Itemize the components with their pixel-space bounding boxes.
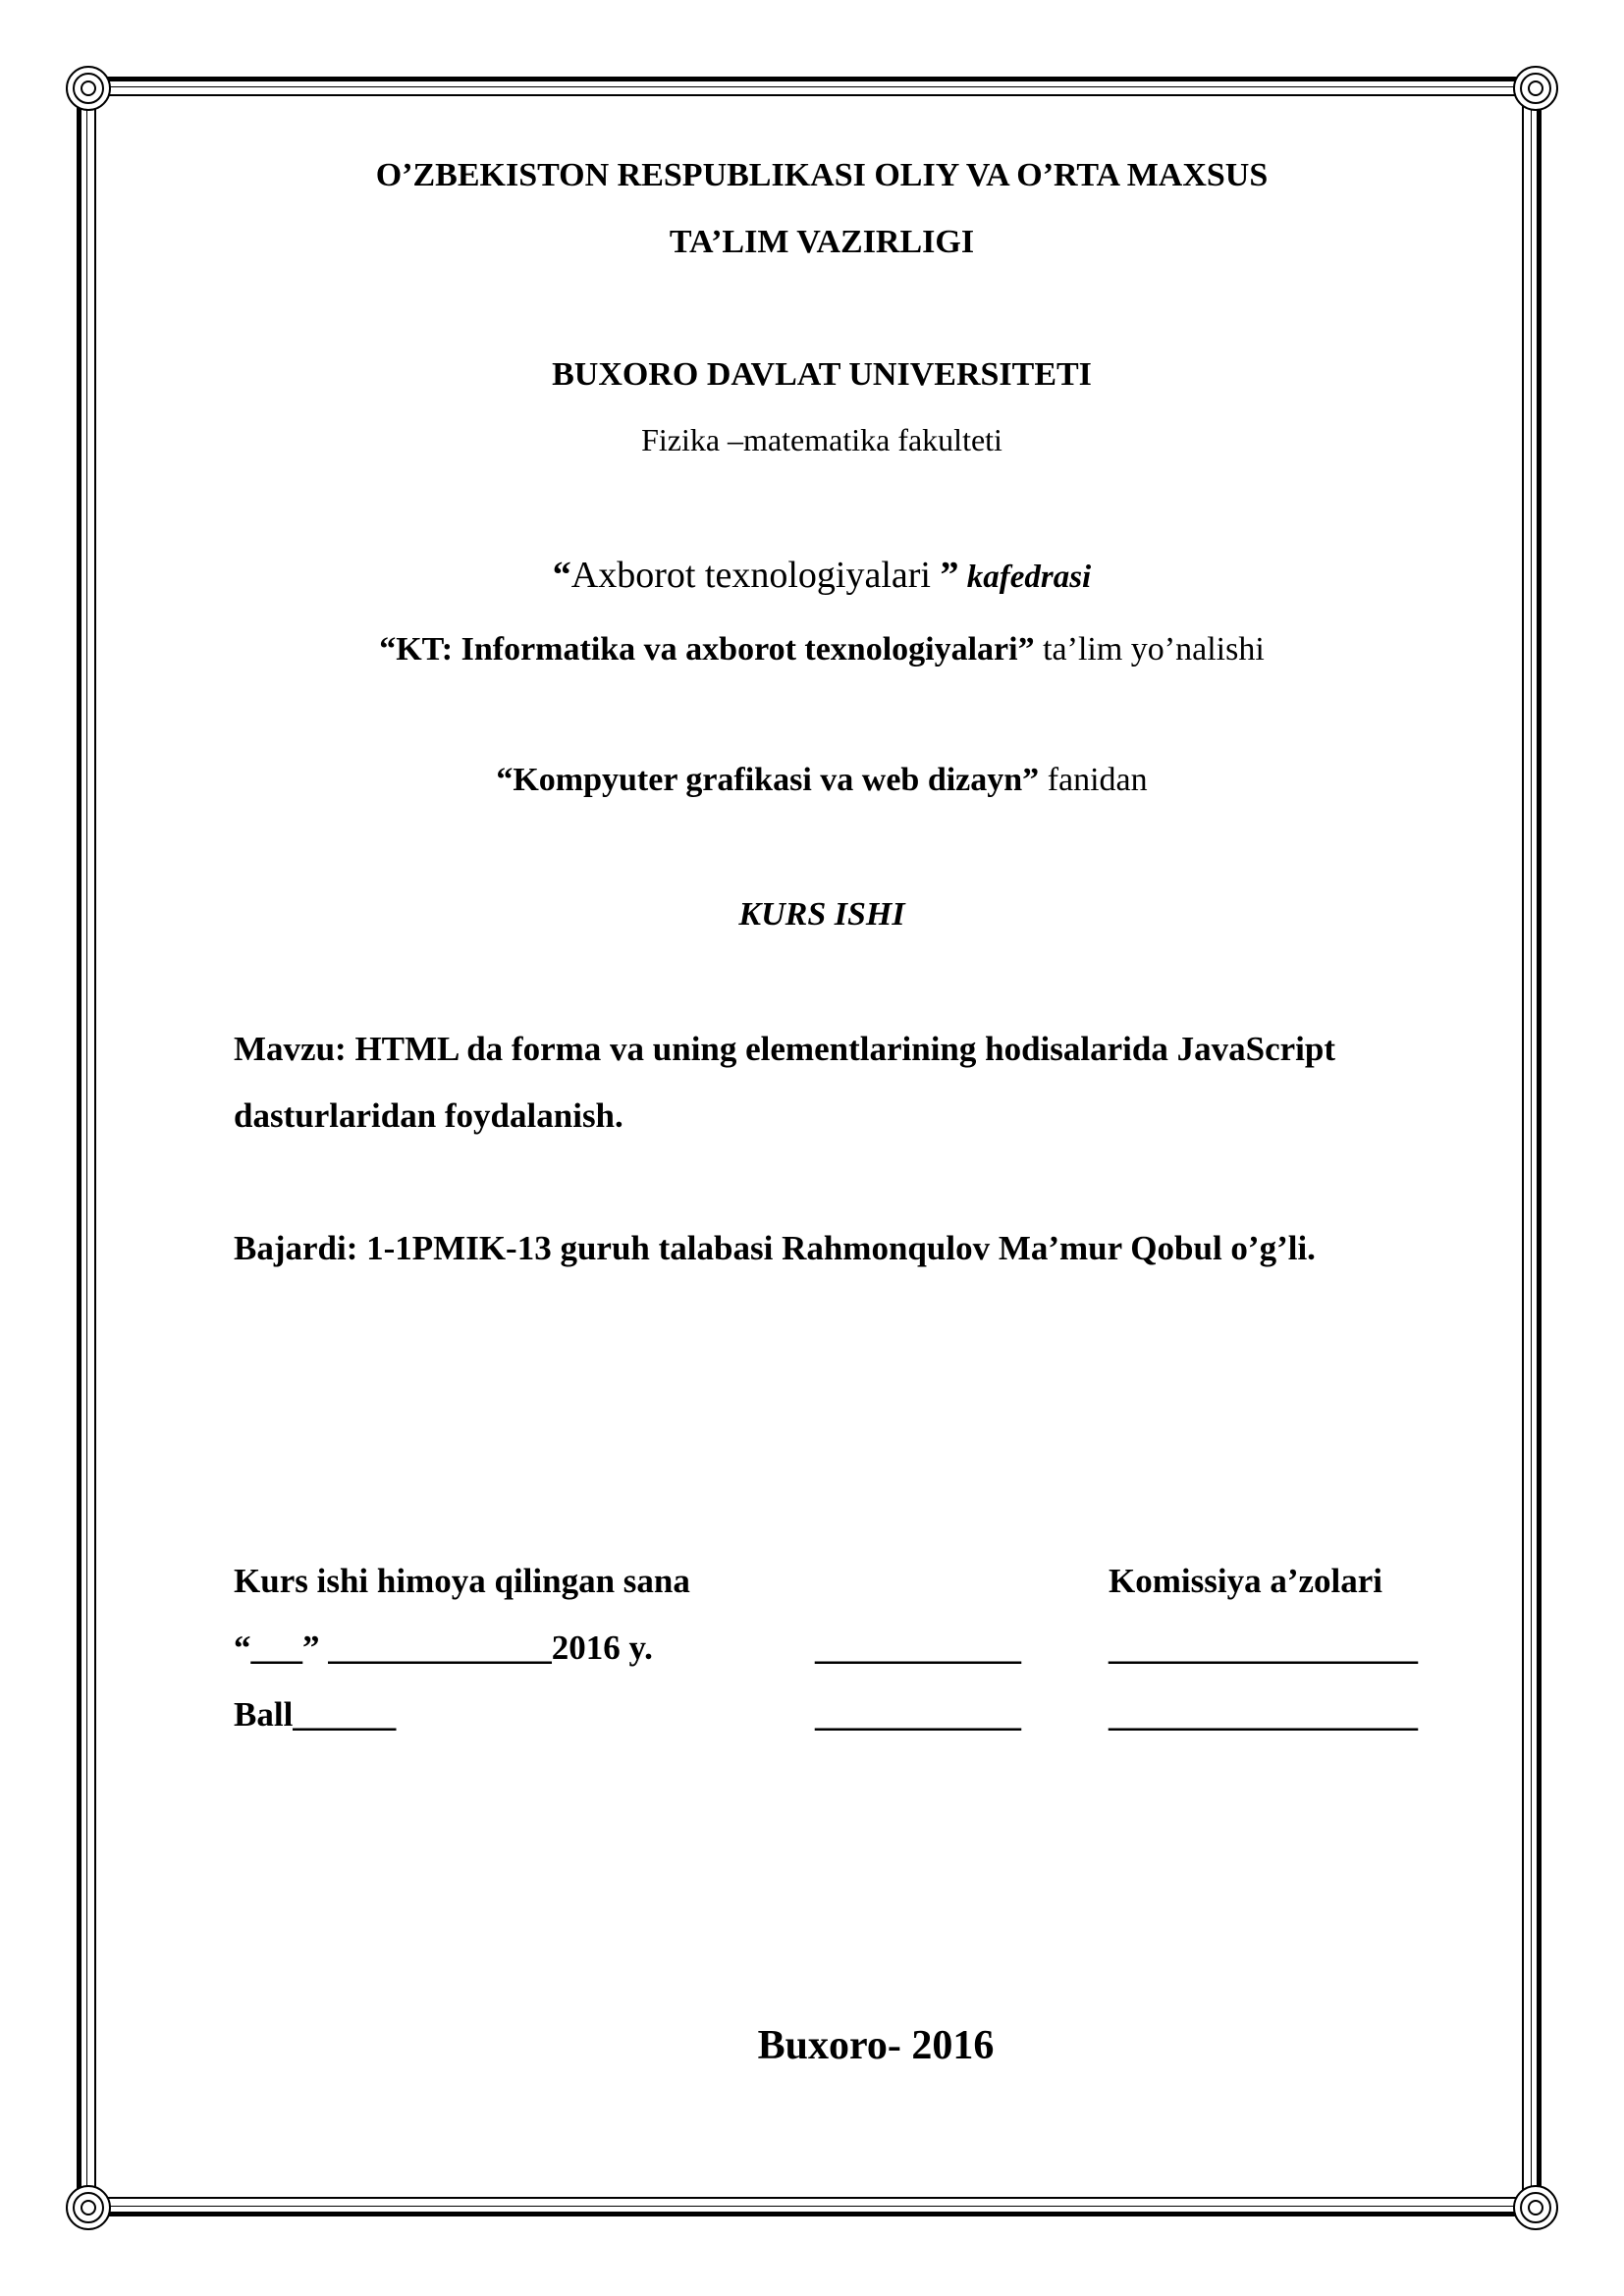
work-type: KURS ISHI: [738, 896, 905, 933]
performer: Bajardi: 1-1PMIK-13 guruh talabasi Rahmonqulov Ma’mur Qobul o’g’li.: [234, 1229, 1316, 1267]
ministry-line-2: TA’LIM VAZIRLIGI: [669, 224, 975, 260]
direction-suffix: ta’lim yo’nalishi: [1034, 631, 1265, 667]
department-name: Axborot texnologiyalari: [570, 555, 941, 596]
corner-ornament-icon: [1511, 2183, 1560, 2232]
subject-line: [0, 762, 1624, 799]
topic-line-1: Mavzu: HTML da forma va uning elementlarining hodisalarida JavaScript: [234, 1030, 1335, 1068]
city-year: Buxoro- 2016: [757, 2023, 995, 2068]
corner-ornament-icon: [64, 64, 113, 113]
subject-name: “Kompyuter grafikasi va web dizayn”: [496, 762, 1040, 798]
department-open-quote: “: [552, 555, 571, 596]
subject-suffix: fanidan: [1039, 762, 1148, 798]
faculty-name: Fizika –matematika fakulteti: [641, 422, 1002, 457]
commission-signature-short-2: ____________: [815, 1695, 1021, 1734]
direction-name: “KT: Informatika va axborot texnologiyalari”: [379, 631, 1035, 667]
defense-date: “___” _____________2016 y.: [234, 1629, 653, 1667]
department-suffix: kafedrasi: [958, 560, 1092, 595]
university-name: BUXORO DAVLAT UNIVERSITETI: [552, 356, 1092, 393]
department-close-quote: ”: [940, 555, 959, 596]
page-border-inner: [94, 94, 1524, 2199]
score: Ball______: [234, 1695, 397, 1734]
department-line: [0, 554, 1624, 597]
corner-ornament-icon: [64, 2183, 113, 2232]
ministry-line-1: O’ZBEKISTON RESPUBLIKASI OLIY VA O’RTA MAXSUS: [375, 157, 1269, 193]
commission-signature-long-2: __________________: [1109, 1695, 1418, 1734]
direction-line: [0, 631, 1624, 668]
corner-ornament-icon: [1511, 64, 1560, 113]
defense-date-label: Kurs ishi himoya qilingan sana: [234, 1562, 690, 1600]
commission-signature-long-1: __________________: [1109, 1629, 1418, 1667]
topic-line-2: dasturlaridan foydalanish.: [234, 1096, 623, 1135]
commission-signature-short-1: ____________: [815, 1629, 1021, 1667]
commission-label: Komissiya a’zolari: [1109, 1562, 1382, 1600]
